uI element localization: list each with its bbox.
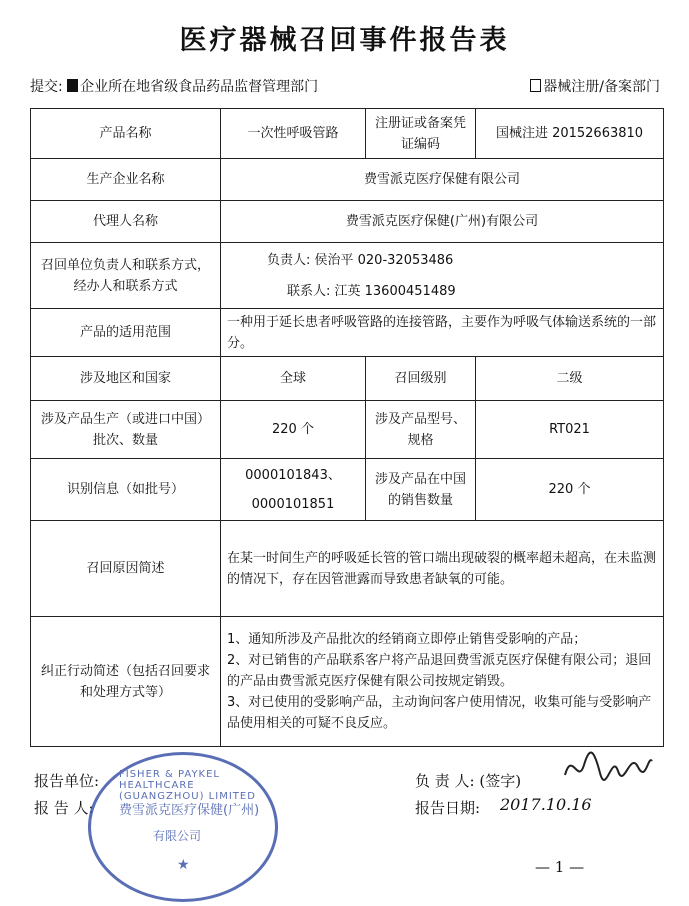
value-product-name: 一次性呼吸管路 <box>221 109 366 159</box>
value-identification <box>221 459 366 521</box>
footer-responsible-label: 负 责 人: (签字) <box>415 772 522 790</box>
label-region: 涉及地区和国家 <box>31 357 221 401</box>
label-model: 涉及产品型号、规格 <box>366 401 476 459</box>
signature-icon <box>560 745 655 795</box>
value-model: RT021 <box>476 401 664 459</box>
value-contact-person: 联系人: 江英 13600451489 <box>287 283 456 299</box>
value-batch-number-1: 0000101843、 <box>245 467 341 483</box>
submit-option-provincial: 企业所在地省级食品药品监督管理部门 <box>80 79 319 95</box>
value-region: 全球 <box>221 357 366 401</box>
value-reason: 在某一时间生产的呼吸延长管的管口端出现破裂的概率超未超高，在未监测的情况下，存在因管泄露而导致患者缺氧的可能。 <box>221 521 664 617</box>
label-action: 纠正行动简述（包括召回要求和处理方式等） <box>31 617 221 747</box>
footer-date-label: 报告日期: <box>415 799 481 817</box>
label-recall-level: 召回级别 <box>366 357 476 401</box>
label-manufacturer: 生产企业名称 <box>31 159 221 201</box>
seal-star-icon: ★ <box>177 857 190 873</box>
submit-label: 提交: <box>30 79 63 95</box>
value-contact <box>221 243 664 309</box>
value-action <box>221 617 664 747</box>
action-item-2: 2、对已销售的产品联系客户将产品退回费雪派克医疗保健有限公司；退回的产品由费雪派克医疗保健有限公司按规定销毁。 <box>227 653 652 689</box>
value-registration-code: 国械注进 20152663810 <box>476 109 664 159</box>
recall-report-table <box>30 108 664 747</box>
label-scope: 产品的适用范围 <box>31 309 221 357</box>
value-recall-level: 二级 <box>476 357 664 401</box>
footer-date-value: 2017.10.16 <box>500 795 592 814</box>
label-sales: 涉及产品在中国的销售数量 <box>366 459 476 521</box>
value-scope: 一种用于延长患者呼吸管路的连接管路，主要作为呼吸气体输送系统的一部分。 <box>221 309 664 357</box>
seal-company-suffix: 有限公司 <box>153 829 202 843</box>
submit-line <box>30 76 660 96</box>
checkbox-empty-icon[interactable] <box>530 79 541 92</box>
label-identification: 识别信息（如批号） <box>31 459 221 521</box>
value-manufacturer: 费雪派克医疗保健有限公司 <box>221 159 664 201</box>
label-registration-code: 注册证或备案凭证编码 <box>366 109 476 159</box>
label-agent: 代理人名称 <box>31 201 221 243</box>
footer-unit-label: 报告单位: <box>34 772 100 790</box>
seal-ring-text: FISHER & PAYKEL HEALTHCARE (GUANGZHOU) LIMITED <box>119 769 256 802</box>
action-item-1: 1、通知所涉及产品批次的经销商立即停止销售受影响的产品； <box>227 632 587 647</box>
value-batch-qty: 220 个 <box>221 401 366 459</box>
value-batch-number-2: 0000101851 <box>251 496 335 512</box>
footer-reporter-label: 报 告 人: <box>34 799 94 817</box>
label-batch: 涉及产品生产（或进口中国）批次、数量 <box>31 401 221 459</box>
submit-option-registration-wrap <box>530 76 660 96</box>
label-reason: 召回原因简述 <box>31 521 221 617</box>
label-product-name: 产品名称 <box>31 109 221 159</box>
page-title: 医疗器械召回事件报告表 <box>179 25 510 56</box>
submit-option-registration: 器械注册/备案部门 <box>543 79 660 95</box>
label-contact: 召回单位负责人和联系方式，经办人和联系方式 <box>31 243 221 309</box>
page-number: — 1 — <box>535 858 585 876</box>
checkbox-checked-icon[interactable] <box>67 79 78 92</box>
action-item-3: 3、对已使用的受影响产品，主动询问客户使用情况，收集可能与受影响产品使用相关的可疑不良反应。 <box>227 695 652 731</box>
value-sales-qty: 220 个 <box>476 459 664 521</box>
value-agent: 费雪派克医疗保健(广州)有限公司 <box>221 201 664 243</box>
value-responsible: 负责人: 侯治平 020-32053486 <box>267 252 454 268</box>
company-seal <box>88 752 278 902</box>
seal-company-name: 费雪派克医疗保健(广州) <box>119 803 260 818</box>
